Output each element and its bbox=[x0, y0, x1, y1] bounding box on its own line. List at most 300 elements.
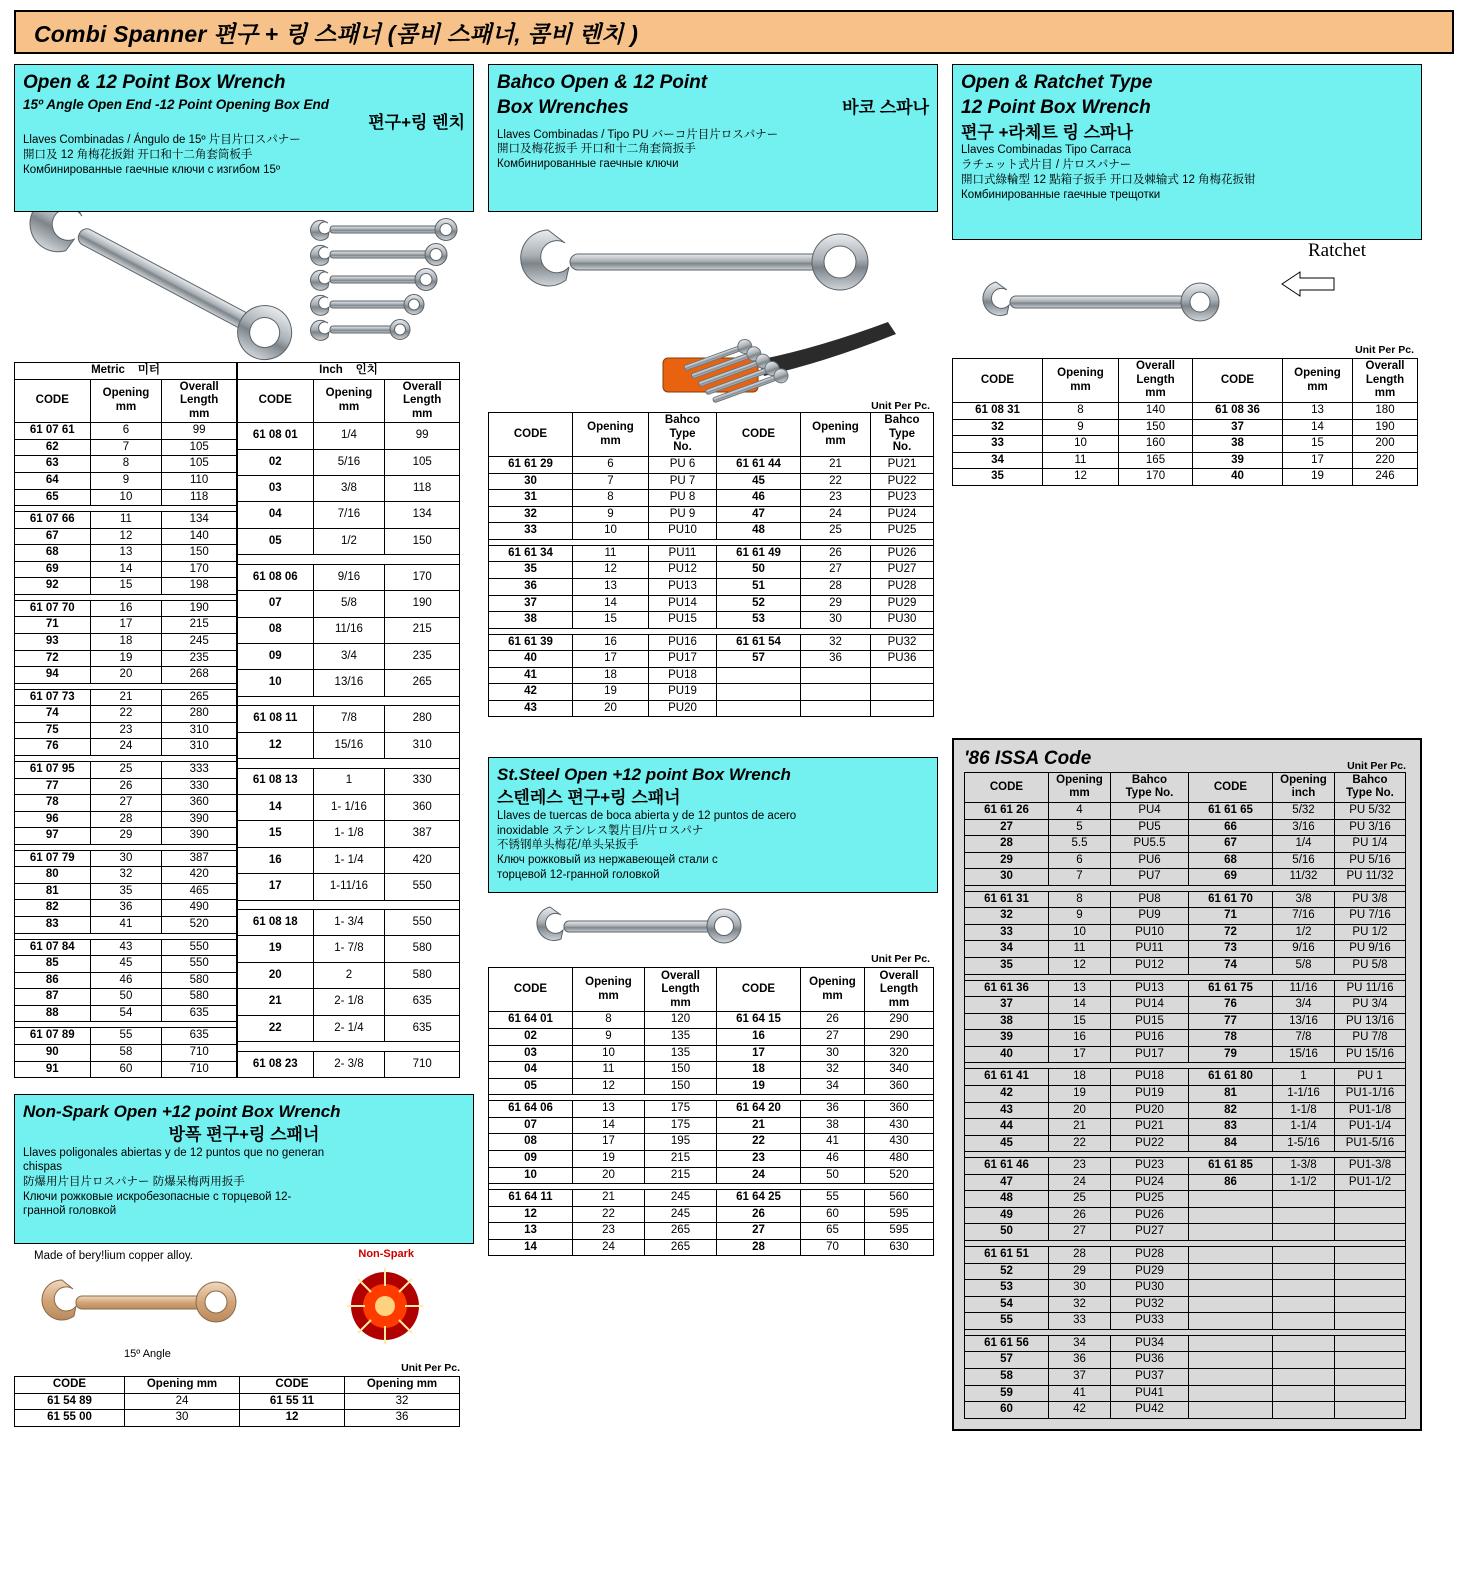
cell-value: 65 bbox=[801, 1223, 865, 1240]
wrench-set-illustration bbox=[304, 212, 474, 362]
cell-value: PU1-1/16 bbox=[1335, 1085, 1406, 1102]
cell-value: PU 1 bbox=[1335, 1069, 1406, 1086]
cell-code bbox=[717, 667, 801, 684]
table-row bbox=[15, 456, 237, 473]
cell-value bbox=[871, 700, 934, 717]
table-row bbox=[238, 1051, 460, 1077]
col-code: CODE bbox=[717, 968, 801, 1012]
cell-code: 28 bbox=[965, 836, 1049, 853]
cell-value: 36 bbox=[90, 900, 162, 917]
open12-subtitle-en: 15º Angle Open End -12 Point Opening Box End bbox=[23, 97, 329, 113]
cell-value: 20 bbox=[573, 700, 649, 717]
cell-value: 15/16 bbox=[313, 732, 385, 758]
open12-line-ru: Комбинированные гаечные ключи с изгибом 15º bbox=[23, 163, 281, 176]
cell-value: 8 bbox=[573, 490, 649, 507]
cell-code: 61 64 01 bbox=[489, 1012, 573, 1029]
cell-value: 580 bbox=[162, 989, 237, 1006]
cell-value: 24 bbox=[1049, 1174, 1111, 1191]
cell-value: 13 bbox=[1049, 980, 1111, 997]
table-row bbox=[238, 794, 460, 820]
table-row bbox=[965, 1191, 1406, 1208]
issa-unit-per-pc: Unit Per Pc. bbox=[1347, 759, 1406, 772]
cell-code bbox=[717, 700, 801, 717]
cell-code: 81 bbox=[1189, 1085, 1273, 1102]
cell-value: 245 bbox=[645, 1206, 717, 1223]
cell-value: 110 bbox=[162, 472, 237, 489]
ststeel-line-es1: Llaves de tuercas de boca abierta y de 12 puntos de acero bbox=[497, 809, 797, 822]
cell-value: 1-3/8 bbox=[1273, 1158, 1335, 1175]
cell-code: 47 bbox=[717, 506, 801, 523]
table-row bbox=[489, 578, 934, 595]
cell-value: 290 bbox=[865, 1029, 934, 1046]
cell-code bbox=[1189, 1207, 1273, 1224]
cell-value: PU 1/2 bbox=[1335, 924, 1406, 941]
table-row bbox=[489, 1167, 934, 1184]
cell-value bbox=[801, 700, 871, 717]
table-row bbox=[965, 1247, 1406, 1264]
cell-value: PU18 bbox=[649, 667, 717, 684]
cell-code: 85 bbox=[15, 956, 91, 973]
cell-value: PU19 bbox=[649, 684, 717, 701]
cell-code bbox=[1189, 1368, 1273, 1385]
cell-value: 2 bbox=[313, 962, 385, 988]
table-row bbox=[238, 706, 460, 732]
cell-value: PU19 bbox=[1111, 1085, 1189, 1102]
cell-value: 27 bbox=[1049, 1224, 1111, 1241]
cell-code: 49 bbox=[965, 1207, 1049, 1224]
table-row bbox=[15, 578, 237, 595]
table-row bbox=[965, 1119, 1406, 1136]
cell-code: 23 bbox=[717, 1150, 801, 1167]
cell-value: 220 bbox=[1353, 452, 1418, 469]
cell-value: 29 bbox=[90, 828, 162, 845]
cell-value: 14 bbox=[573, 595, 649, 612]
cell-value: 54 bbox=[90, 1005, 162, 1022]
cell-value: 9 bbox=[1043, 419, 1119, 436]
cell-value: 41 bbox=[90, 917, 162, 934]
cell-code: 61 61 31 bbox=[965, 891, 1049, 908]
cell-code: 14 bbox=[238, 794, 314, 820]
cell-value: 30 bbox=[90, 850, 162, 867]
cell-value: 1-1/2 bbox=[1273, 1174, 1335, 1191]
cell-value: 13 bbox=[90, 545, 162, 562]
cell-code: 72 bbox=[1189, 924, 1273, 941]
cell-value: 1- 7/8 bbox=[313, 936, 385, 962]
cell-code: 14 bbox=[489, 1239, 573, 1256]
table-row bbox=[965, 1352, 1406, 1369]
cell-value: 6 bbox=[1049, 852, 1111, 869]
cell-code: 19 bbox=[238, 936, 314, 962]
cell-code: 35 bbox=[489, 562, 573, 579]
cell-value: 330 bbox=[162, 778, 237, 795]
cell-code: 50 bbox=[717, 562, 801, 579]
cell-value: PU 9/16 bbox=[1335, 941, 1406, 958]
cell-code bbox=[1189, 1247, 1273, 1264]
cell-code: 43 bbox=[489, 700, 573, 717]
cell-code: 30 bbox=[489, 473, 573, 490]
cell-value: 27 bbox=[90, 795, 162, 812]
cell-value: 150 bbox=[645, 1062, 717, 1079]
cell-value: 595 bbox=[865, 1223, 934, 1240]
cell-value: 5.5 bbox=[1049, 836, 1111, 853]
cell-code: 75 bbox=[15, 722, 91, 739]
cell-value: 310 bbox=[162, 739, 237, 756]
cell-value: PU20 bbox=[649, 700, 717, 717]
col-code: CODE bbox=[953, 359, 1043, 403]
col-opening: Opening mm bbox=[573, 413, 649, 457]
table-row bbox=[489, 651, 934, 668]
table-row bbox=[965, 836, 1406, 853]
cell-value: 25 bbox=[1049, 1191, 1111, 1208]
cell-value: 36 bbox=[801, 1101, 865, 1118]
col-overall: Overall Length mm bbox=[162, 379, 237, 423]
table-row bbox=[15, 778, 237, 795]
cell-value: 32 bbox=[1049, 1296, 1111, 1313]
cell-code: 38 bbox=[489, 612, 573, 629]
table-row bbox=[965, 908, 1406, 925]
table-row bbox=[15, 917, 237, 934]
cell-code: 61 07 84 bbox=[15, 939, 91, 956]
cell-value: 19 bbox=[573, 684, 649, 701]
table-row bbox=[489, 1078, 934, 1095]
cell-code: 87 bbox=[15, 989, 91, 1006]
table-row bbox=[15, 689, 237, 706]
cell-value: 12 bbox=[573, 1078, 645, 1095]
cell-code: 63 bbox=[15, 456, 91, 473]
cell-value: PU 3/4 bbox=[1335, 997, 1406, 1014]
cell-code: 12 bbox=[240, 1410, 345, 1427]
col-opening: Opening mm bbox=[1283, 359, 1353, 403]
table-row bbox=[965, 1158, 1406, 1175]
cell-code: 61 08 11 bbox=[238, 706, 314, 732]
ratchet-unit-per-pc: Unit Per Pc. bbox=[1355, 344, 1414, 356]
table-row bbox=[15, 1044, 237, 1061]
cell-value: 4 bbox=[1049, 802, 1111, 819]
cell-value bbox=[1273, 1352, 1335, 1369]
col-bahco-type: Bahco Type No. bbox=[1111, 772, 1189, 802]
cell-code: 61 61 56 bbox=[965, 1335, 1049, 1352]
ststeel-line-es2: inoxidable ステンレス製片目/片ロスパナ bbox=[497, 824, 704, 837]
cell-code: 19 bbox=[717, 1078, 801, 1095]
bahco-table-body bbox=[489, 457, 934, 717]
cell-code: 50 bbox=[965, 1224, 1049, 1241]
table-row bbox=[15, 900, 237, 917]
cell-value: 22 bbox=[90, 706, 162, 723]
bahco-unit-per-pc: Unit Per Pc. bbox=[871, 400, 930, 412]
cell-code: 69 bbox=[15, 561, 91, 578]
cell-value: 195 bbox=[645, 1134, 717, 1151]
table-row bbox=[965, 1085, 1406, 1102]
cell-code: 61 64 11 bbox=[489, 1190, 573, 1207]
cell-value bbox=[1273, 1191, 1335, 1208]
table-row bbox=[238, 670, 460, 696]
col-opening: Opening mm bbox=[125, 1377, 240, 1394]
ststeel-product-image bbox=[488, 893, 938, 967]
cell-code: 38 bbox=[965, 1013, 1049, 1030]
metric-table bbox=[14, 362, 237, 1078]
cell-value: 710 bbox=[162, 1044, 237, 1061]
metric-header: Metric 미터 bbox=[15, 363, 237, 380]
cell-code: 58 bbox=[965, 1368, 1049, 1385]
cell-value: 12 bbox=[1049, 958, 1111, 975]
cell-value: 1/4 bbox=[1273, 836, 1335, 853]
cell-value: PU27 bbox=[1111, 1224, 1189, 1241]
cell-value: 13 bbox=[573, 578, 649, 595]
table-row bbox=[238, 732, 460, 758]
cell-code: 24 bbox=[717, 1167, 801, 1184]
cell-code: 12 bbox=[489, 1206, 573, 1223]
col-code: CODE bbox=[15, 1377, 125, 1394]
cell-value: 11 bbox=[573, 1062, 645, 1079]
cell-code: 43 bbox=[965, 1102, 1049, 1119]
cell-value: 135 bbox=[645, 1029, 717, 1046]
nonspark-image-area bbox=[14, 1244, 474, 1376]
table-group-separator bbox=[238, 555, 460, 565]
cell-code: 61 55 00 bbox=[15, 1410, 125, 1427]
cell-code: 39 bbox=[1193, 452, 1283, 469]
cell-code: 73 bbox=[1189, 941, 1273, 958]
cell-value: 27 bbox=[801, 1029, 865, 1046]
col-overall: Overall Length mm bbox=[1353, 359, 1418, 403]
section-header-ratchet bbox=[952, 64, 1422, 240]
cell-code: 40 bbox=[1193, 469, 1283, 486]
table-row bbox=[15, 1005, 237, 1022]
cell-code: 80 bbox=[15, 867, 91, 884]
table-row bbox=[965, 1296, 1406, 1313]
cell-code: 62 bbox=[15, 439, 91, 456]
cell-value: 18 bbox=[1049, 1069, 1111, 1086]
cell-value: 11 bbox=[1049, 941, 1111, 958]
cell-code: 54 bbox=[965, 1296, 1049, 1313]
cell-code: 02 bbox=[238, 449, 314, 475]
table-row bbox=[15, 600, 237, 617]
nonspark-line-es1: Llaves poligonales abiertas y de 12 puntos que no generan bbox=[23, 1146, 325, 1159]
cell-code: 86 bbox=[1189, 1174, 1273, 1191]
cell-value: 635 bbox=[162, 1028, 237, 1045]
cell-value: 245 bbox=[645, 1190, 717, 1207]
cell-value: 333 bbox=[162, 761, 237, 778]
cell-value: 165 bbox=[1119, 452, 1193, 469]
cell-value: 5/16 bbox=[313, 449, 385, 475]
nonspark-title-en: Non-Spark Open +12 point Box Wrench bbox=[23, 1102, 341, 1122]
cell-code: 48 bbox=[965, 1191, 1049, 1208]
cell-value: PU 5/16 bbox=[1335, 852, 1406, 869]
cell-value: PU32 bbox=[871, 634, 934, 651]
page-title-bar bbox=[14, 10, 1454, 54]
cell-value: 150 bbox=[385, 528, 460, 554]
cell-value: PU1-3/8 bbox=[1335, 1158, 1406, 1175]
cell-value: 46 bbox=[801, 1150, 865, 1167]
column-left bbox=[14, 64, 474, 1427]
table-row bbox=[15, 472, 237, 489]
cell-value: 32 bbox=[801, 634, 871, 651]
table-row bbox=[965, 869, 1406, 886]
cell-value: PU29 bbox=[871, 595, 934, 612]
cell-code: 20 bbox=[238, 962, 314, 988]
cell-code: 34 bbox=[953, 452, 1043, 469]
cell-value: PU29 bbox=[1111, 1263, 1189, 1280]
spark-burst-icon bbox=[342, 1266, 428, 1346]
table-row bbox=[238, 874, 460, 900]
table-row bbox=[489, 1101, 934, 1118]
cell-value: 170 bbox=[162, 561, 237, 578]
cell-value: 29 bbox=[1049, 1263, 1111, 1280]
cell-code: 02 bbox=[489, 1029, 573, 1046]
cell-value: 22 bbox=[1049, 1135, 1111, 1152]
cell-value: 235 bbox=[162, 650, 237, 667]
cell-code: 05 bbox=[238, 528, 314, 554]
cell-value bbox=[801, 667, 871, 684]
cell-value: 200 bbox=[1353, 436, 1418, 453]
cell-value: 3/8 bbox=[1273, 891, 1335, 908]
cell-value: PU17 bbox=[1111, 1046, 1189, 1063]
cell-value: 21 bbox=[90, 689, 162, 706]
cell-value: PU 5/32 bbox=[1335, 802, 1406, 819]
cell-code: 33 bbox=[953, 436, 1043, 453]
col-bahco-type: Bahco Type No. bbox=[871, 413, 934, 457]
open12-line-es: Llaves Combinadas / Ángulo de 15º 片目片口スパナー bbox=[23, 134, 301, 147]
cell-value: 1-11/16 bbox=[313, 874, 385, 900]
cell-value: 23 bbox=[1049, 1158, 1111, 1175]
table-row bbox=[953, 403, 1418, 420]
cell-value: 245 bbox=[162, 634, 237, 651]
cell-code: 16 bbox=[238, 847, 314, 873]
cell-code: 35 bbox=[965, 958, 1049, 975]
table-row bbox=[15, 1410, 460, 1427]
table-row bbox=[238, 449, 460, 475]
cell-value: 265 bbox=[385, 670, 460, 696]
cell-value: 465 bbox=[162, 883, 237, 900]
table-row bbox=[489, 1190, 934, 1207]
metric-table-body bbox=[15, 423, 237, 1078]
cell-value: 710 bbox=[162, 1061, 237, 1078]
cell-value: PU1-1/8 bbox=[1335, 1102, 1406, 1119]
cell-value: PU17 bbox=[649, 651, 717, 668]
content-columns bbox=[14, 64, 1454, 1431]
cell-value: 118 bbox=[385, 476, 460, 502]
cell-value: 320 bbox=[865, 1045, 934, 1062]
cell-value: 43 bbox=[90, 939, 162, 956]
cell-code bbox=[1189, 1385, 1273, 1402]
page-title: Combi Spanner 편구 + 링 스패너 (콤비 스패너, 콤비 렌치 ) bbox=[34, 20, 639, 47]
nonspark-table bbox=[14, 1376, 460, 1427]
cell-code: 61 61 65 bbox=[1189, 802, 1273, 819]
cell-value: 135 bbox=[645, 1045, 717, 1062]
cell-code: 61 61 51 bbox=[965, 1247, 1049, 1264]
cell-value: 246 bbox=[1353, 469, 1418, 486]
cell-value: 180 bbox=[1353, 403, 1418, 420]
cell-code: 61 08 01 bbox=[238, 423, 314, 449]
cell-value bbox=[871, 667, 934, 684]
cell-value: PU27 bbox=[871, 562, 934, 579]
cell-value: PU 3/8 bbox=[1335, 891, 1406, 908]
col-opening: Opening mm bbox=[345, 1377, 460, 1394]
cell-value: 10 bbox=[90, 489, 162, 506]
cell-value: 28 bbox=[1049, 1247, 1111, 1264]
cell-code: 91 bbox=[15, 1061, 91, 1078]
table-row bbox=[965, 1335, 1406, 1352]
cell-code: 53 bbox=[965, 1280, 1049, 1297]
cell-code: 61 64 15 bbox=[717, 1012, 801, 1029]
table-row bbox=[489, 1012, 934, 1029]
cell-value: PU 8 bbox=[649, 490, 717, 507]
cell-value: 310 bbox=[385, 732, 460, 758]
cell-code: 61 08 23 bbox=[238, 1051, 314, 1077]
cell-code: 30 bbox=[965, 869, 1049, 886]
metric-inch-tables bbox=[14, 362, 474, 1078]
cell-value: 14 bbox=[573, 1117, 645, 1134]
cell-value: PU22 bbox=[1111, 1135, 1189, 1152]
cell-value: PU20 bbox=[1111, 1102, 1189, 1119]
col-overall: Overall Length mm bbox=[1119, 359, 1193, 403]
table-row bbox=[489, 1206, 934, 1223]
cell-value: 710 bbox=[385, 1051, 460, 1077]
cell-value: 60 bbox=[801, 1206, 865, 1223]
cell-value: 520 bbox=[865, 1167, 934, 1184]
cell-value: 35 bbox=[90, 883, 162, 900]
table-row bbox=[15, 1393, 460, 1410]
cell-value: PU21 bbox=[871, 457, 934, 474]
arrow-left-icon bbox=[1280, 270, 1336, 298]
cell-value bbox=[1273, 1247, 1335, 1264]
cell-value: 11 bbox=[90, 512, 162, 529]
cell-value: 41 bbox=[801, 1134, 865, 1151]
cell-code: 77 bbox=[15, 778, 91, 795]
ratchet-title-en1: Open & Ratchet Type bbox=[961, 72, 1153, 93]
cell-value: 215 bbox=[162, 617, 237, 634]
table-row bbox=[15, 883, 237, 900]
cell-code: 61 64 20 bbox=[717, 1101, 801, 1118]
col-bahco-type: Bahco Type No. bbox=[649, 413, 717, 457]
cell-value: 8 bbox=[1043, 403, 1119, 420]
cell-code: 61 64 25 bbox=[717, 1190, 801, 1207]
cell-code: 32 bbox=[965, 908, 1049, 925]
table-row bbox=[15, 561, 237, 578]
cell-code: 57 bbox=[965, 1352, 1049, 1369]
cell-code: 27 bbox=[717, 1223, 801, 1240]
table-row bbox=[15, 423, 237, 440]
nonspark-title-kr: 방폭 편구+링 스패너 bbox=[168, 1124, 320, 1144]
cell-value bbox=[1273, 1207, 1335, 1224]
cell-value: 290 bbox=[865, 1012, 934, 1029]
table-row bbox=[15, 850, 237, 867]
cell-value: 26 bbox=[801, 545, 871, 562]
cell-code: 40 bbox=[965, 1046, 1049, 1063]
cell-value: PU21 bbox=[1111, 1119, 1189, 1136]
issa-table bbox=[964, 772, 1406, 1419]
table-row bbox=[965, 852, 1406, 869]
cell-value: 15 bbox=[1049, 1013, 1111, 1030]
cell-code bbox=[1189, 1280, 1273, 1297]
cell-value: 550 bbox=[385, 874, 460, 900]
cell-value: 11/16 bbox=[1273, 980, 1335, 997]
cell-value bbox=[1273, 1313, 1335, 1330]
cell-code: 82 bbox=[15, 900, 91, 917]
table-row bbox=[15, 956, 237, 973]
col-opening: Opening mm bbox=[801, 968, 865, 1012]
cell-code: 97 bbox=[15, 828, 91, 845]
cell-value: 36 bbox=[345, 1410, 460, 1427]
cell-value: 340 bbox=[865, 1062, 934, 1079]
ststeel-table bbox=[488, 967, 934, 1256]
cell-value: PU41 bbox=[1111, 1385, 1189, 1402]
cell-code: 69 bbox=[1189, 869, 1273, 886]
cell-value: 13/16 bbox=[313, 670, 385, 696]
cell-value: 34 bbox=[801, 1078, 865, 1095]
nonspark-line-cn: 防爆用片目片ロスパナー 防爆呆梅两用扳手 bbox=[23, 1176, 245, 1188]
inch-table-body bbox=[238, 423, 460, 1078]
table-row bbox=[965, 1385, 1406, 1402]
